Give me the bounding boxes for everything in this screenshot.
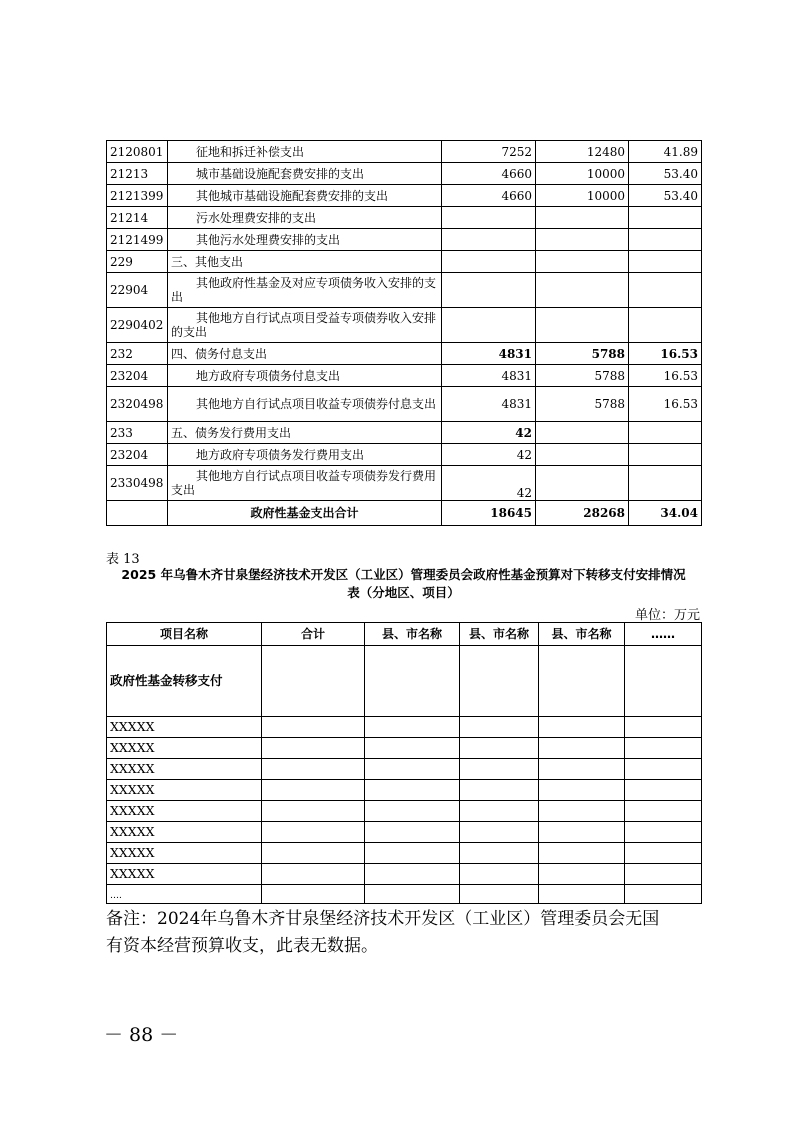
cell-value-1: 4831 — [442, 387, 536, 422]
table-row — [107, 163, 702, 185]
cell-value-2: 10000 — [536, 185, 629, 207]
cell-value-3 — [629, 422, 702, 444]
cell-empty — [460, 864, 539, 885]
cell-value-3 — [629, 444, 702, 466]
cell-code: 21213 — [107, 163, 168, 185]
table-row — [107, 780, 702, 801]
table-title-line1: 2025 年乌鲁木齐甘泉堡经济技术开发区（工业区）管理委员会政府性基金预算对下转移支付安排情况 — [121, 567, 686, 582]
cell-value-1: 4831 — [442, 343, 536, 365]
table-row — [107, 273, 702, 308]
cell-empty — [365, 780, 460, 801]
cell-empty — [539, 717, 625, 738]
cell-item-name: XXXXX — [107, 843, 262, 864]
cell-empty — [539, 738, 625, 759]
cell-empty — [262, 738, 365, 759]
table-row — [107, 843, 702, 864]
cell-empty — [460, 780, 539, 801]
cell-value-2: 5788 — [536, 365, 629, 387]
cell-total-3: 34.04 — [629, 501, 702, 526]
footnote-line2: 有资本经营预算收支，此表无数据。 — [106, 936, 378, 956]
cell-empty — [625, 801, 702, 822]
cell-empty — [625, 864, 702, 885]
cell-empty — [460, 885, 539, 904]
cell-value-2 — [536, 273, 629, 308]
cell-fund-transfer: 政府性基金转移支付 — [107, 646, 262, 717]
cell-empty — [625, 759, 702, 780]
cell-empty — [262, 822, 365, 843]
cell-empty — [460, 717, 539, 738]
table-row — [107, 185, 702, 207]
cell-item-name: XXXXX — [107, 822, 262, 843]
cell-empty — [262, 843, 365, 864]
cell-name: 地方政府专项债务发行费用支出 — [168, 444, 442, 466]
cell-value-1: 4660 — [442, 185, 536, 207]
cell-name: 其他地方自行试点项目收益专项债券发行费用支出 — [168, 466, 442, 501]
cell-ellipsis: …. — [107, 885, 262, 904]
cell-code: 2121499 — [107, 229, 168, 251]
cell-value-3: 16.53 — [629, 387, 702, 422]
cell-code: 2320498 — [107, 387, 168, 422]
cell-code: 2330498 — [107, 466, 168, 501]
cell-value-1: 4831 — [442, 365, 536, 387]
cell-name: 其他地方自行试点项目收益专项债券付息支出 — [168, 387, 442, 422]
cell-empty — [539, 780, 625, 801]
cell-empty — [262, 885, 365, 904]
table-row — [107, 738, 702, 759]
cell-name: 其他城市基础设施配套费安排的支出 — [168, 185, 442, 207]
cell-empty — [539, 801, 625, 822]
table-row — [107, 141, 702, 163]
cell-empty — [365, 738, 460, 759]
cell-empty — [539, 885, 625, 904]
table-row — [107, 308, 702, 343]
table-row — [107, 343, 702, 365]
cell-value-2 — [536, 466, 629, 501]
cell-value-2 — [536, 308, 629, 343]
cell-code: 2120801 — [107, 141, 168, 163]
cell-name: 污水处理费安排的支出 — [168, 207, 442, 229]
cell-empty — [365, 864, 460, 885]
table-title — [106, 566, 701, 602]
cell-empty — [539, 759, 625, 780]
cell-value-1: 42 — [442, 422, 536, 444]
cell-value-3 — [629, 207, 702, 229]
transfer-payment-table — [106, 622, 702, 904]
cell-empty — [625, 738, 702, 759]
cell-empty — [262, 864, 365, 885]
table-row — [107, 387, 702, 422]
cell-name: 其他污水处理费安排的支出 — [168, 229, 442, 251]
cell-value-3: 16.53 — [629, 343, 702, 365]
cell-value-1 — [442, 273, 536, 308]
cell-code — [107, 501, 168, 526]
table-row — [107, 365, 702, 387]
expenditure-table — [106, 140, 702, 526]
cell-value-1 — [442, 229, 536, 251]
cell-empty — [262, 759, 365, 780]
cell-empty — [625, 843, 702, 864]
header-county-3: 县、市名称 — [539, 623, 625, 646]
cell-total-1: 18645 — [442, 501, 536, 526]
cell-empty — [460, 759, 539, 780]
cell-item-name: XXXXX — [107, 801, 262, 822]
cell-value-3 — [629, 251, 702, 273]
cell-code: 232 — [107, 343, 168, 365]
cell-value-2 — [536, 251, 629, 273]
cell-empty — [365, 759, 460, 780]
table-title-line2: 表（分地区、项目） — [347, 585, 460, 600]
cell-empty — [365, 801, 460, 822]
table-row — [107, 801, 702, 822]
cell-code: 2121399 — [107, 185, 168, 207]
cell-name: 地方政府专项债务付息支出 — [168, 365, 442, 387]
cell-code: 22904 — [107, 273, 168, 308]
header-county-1: 县、市名称 — [365, 623, 460, 646]
cell-name: 其他地方自行试点项目受益专项债券收入安排的支出 — [168, 308, 442, 343]
cell-empty — [262, 717, 365, 738]
header-total: 合计 — [262, 623, 365, 646]
table-row — [107, 251, 702, 273]
header-county-2: 县、市名称 — [460, 623, 539, 646]
cell-value-1: 42 — [442, 466, 536, 501]
cell-item-name: XXXXX — [107, 759, 262, 780]
cell-value-3 — [629, 308, 702, 343]
table-row — [107, 466, 702, 501]
table-row — [107, 717, 702, 738]
footnote — [106, 906, 706, 960]
cell-name: 三、其他支出 — [168, 251, 442, 273]
cell-code: 229 — [107, 251, 168, 273]
footnote-line1: 备注：2024年乌鲁木齐甘泉堡经济技术开发区（工业区）管理委员会无国 — [106, 909, 660, 929]
cell-value-2: 5788 — [536, 387, 629, 422]
cell-empty — [365, 885, 460, 904]
cell-empty — [539, 864, 625, 885]
cell-item-name: XXXXX — [107, 864, 262, 885]
cell-empty — [625, 885, 702, 904]
cell-empty — [262, 780, 365, 801]
cell-value-2: 12480 — [536, 141, 629, 163]
cell-code: 23204 — [107, 444, 168, 466]
cell-empty — [460, 843, 539, 864]
cell-value-2: 5788 — [536, 343, 629, 365]
unit-label: 单位：万元 — [634, 608, 700, 623]
page-number: － 88 － — [104, 1024, 179, 1046]
cell-empty — [460, 822, 539, 843]
cell-name: 城市基础设施配套费安排的支出 — [168, 163, 442, 185]
cell-item-name: XXXXX — [107, 780, 262, 801]
cell-code: 23204 — [107, 365, 168, 387]
cell-empty — [365, 822, 460, 843]
cell-empty — [625, 780, 702, 801]
cell-empty — [625, 717, 702, 738]
cell-value-2 — [536, 207, 629, 229]
table-row — [107, 444, 702, 466]
cell-value-2 — [536, 229, 629, 251]
cell-value-2 — [536, 444, 629, 466]
cell-item-name: XXXXX — [107, 738, 262, 759]
cell-code: 2290402 — [107, 308, 168, 343]
table-row — [107, 229, 702, 251]
header-item-name: 项目名称 — [107, 623, 262, 646]
table-row — [107, 822, 702, 843]
table-row — [107, 759, 702, 780]
cell-name: 四、债务付息支出 — [168, 343, 442, 365]
cell-value-3 — [629, 273, 702, 308]
cell-value-3: 53.40 — [629, 163, 702, 185]
table-row — [107, 885, 702, 904]
header-row — [107, 623, 702, 646]
cell-value-3: 53.40 — [629, 185, 702, 207]
cell-value-3: 41.89 — [629, 141, 702, 163]
table-row — [107, 864, 702, 885]
cell-value-1 — [442, 308, 536, 343]
header-more: …… — [625, 623, 702, 646]
cell-name: 征地和拆迁补偿支出 — [168, 141, 442, 163]
cell-empty — [365, 843, 460, 864]
cell-code: 21214 — [107, 207, 168, 229]
total-row — [107, 501, 702, 526]
cell-empty — [625, 822, 702, 843]
cell-empty — [460, 738, 539, 759]
cell-empty — [460, 801, 539, 822]
cell-value-1 — [442, 207, 536, 229]
cell-value-1: 42 — [442, 444, 536, 466]
cell-empty — [539, 822, 625, 843]
table-row — [107, 207, 702, 229]
table-row — [107, 422, 702, 444]
cell-total-label: 政府性基金支出合计 — [168, 501, 442, 526]
cell-empty — [262, 801, 365, 822]
cell-value-1: 4660 — [442, 163, 536, 185]
cell-value-3: 16.53 — [629, 365, 702, 387]
table-label: 表 13 — [106, 552, 140, 567]
cell-value-1 — [442, 251, 536, 273]
cell-value-2: 10000 — [536, 163, 629, 185]
cell-name: 五、债务发行费用支出 — [168, 422, 442, 444]
cell-value-3 — [629, 229, 702, 251]
cell-item-name: XXXXX — [107, 717, 262, 738]
cell-code: 233 — [107, 422, 168, 444]
cell-name: 其他政府性基金及对应专项债务收入安排的支出 — [168, 273, 442, 308]
cell-value-2 — [536, 422, 629, 444]
cell-value-3 — [629, 466, 702, 501]
table-row — [107, 646, 702, 717]
cell-empty — [365, 717, 460, 738]
cell-value-1: 7252 — [442, 141, 536, 163]
cell-total-2: 28268 — [536, 501, 629, 526]
cell-empty — [539, 843, 625, 864]
